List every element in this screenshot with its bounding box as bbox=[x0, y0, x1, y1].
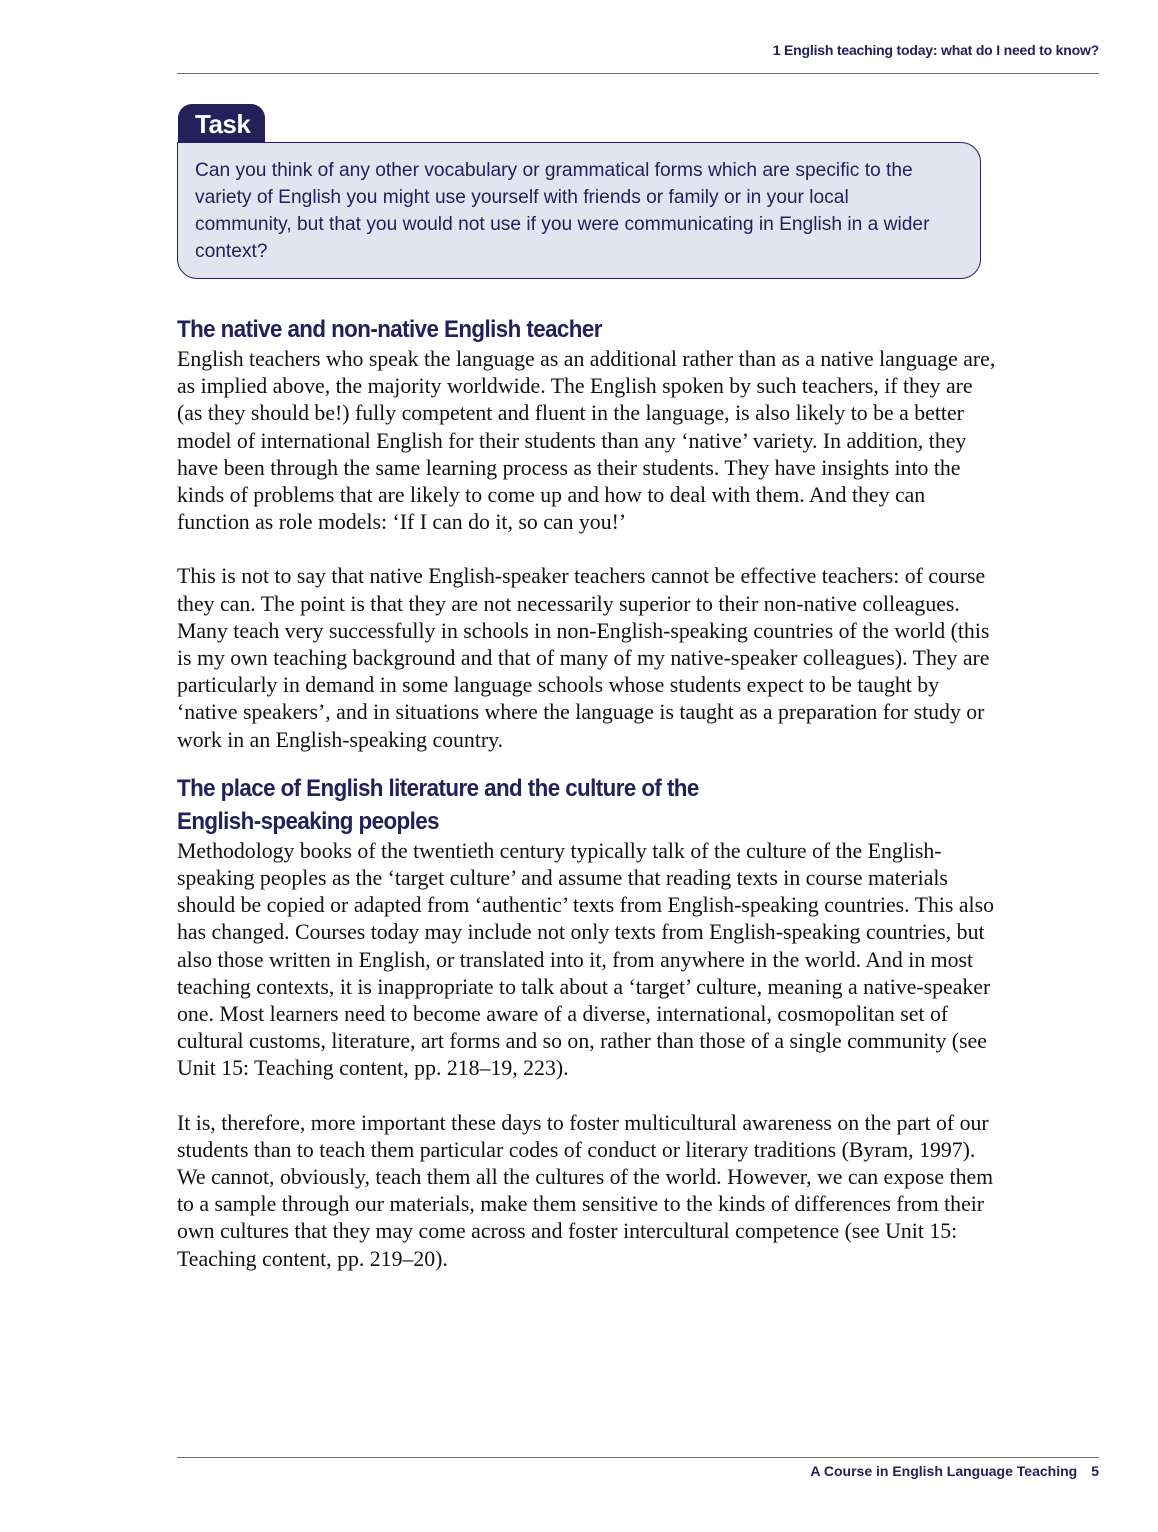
task-box bbox=[177, 142, 981, 279]
task-label: Task bbox=[178, 104, 265, 144]
section-heading: The native and non-native English teacher bbox=[177, 316, 602, 343]
paragraph: This is not to say that native English-speaker teachers cannot be effective teachers: of course they can. The point is that they are not necessarily superior to their non-native colleagues. Many teach very successfully in schools in non-English-speaking countries of the world (this is my own teaching background and that of many of my native-speaker colleagues). They are particularly in demand in some language schools whose students expect to be taught by ‘native speakers’, and in situations where the language is taught as a preparation for study or work in an English-speaking country. bbox=[177, 564, 990, 752]
paragraph: Methodology books of the twentieth century typically talk of the culture of the English-speaking peoples as the ‘target culture’ and assume that reading texts in course materials should be copied or adapted from ‘authentic’ texts from English-speaking countries. This also has changed. Courses today may include not only texts from English-speaking countries, but also those written in English, or translated into it, from anywhere in the world. And in most teaching contexts, it is inappropriate to talk about a ‘target’ culture, meaning a native-speaker one. Most learners need to become aware of a diverse, international, cosmopolitan set of cultural customs, literature, art forms and so on, rather than those of a single community (see Unit 15: Teaching content, pp. 218–19, 223). bbox=[177, 838, 994, 1081]
page-number: 5 bbox=[1091, 1463, 1099, 1479]
paragraph: It is, therefore, more important these days to foster multicultural awareness on the part of our students than to teach them particular codes of conduct or literary traditions (Byram, 1997). We cannot, obviously, teach them all the cultures of the world. However, we can expose them to a sample through our materials, make them sensitive to the kinds of differences from their own cultures that they may come across and foster intercultural competence (see Unit 15: Teaching content, pp. 219–20). bbox=[177, 1110, 994, 1271]
section-heading-line: English-speaking peoples bbox=[177, 807, 439, 835]
section-english-literature bbox=[177, 772, 997, 1273]
section-heading bbox=[177, 772, 940, 838]
footer-rule bbox=[177, 1457, 1099, 1458]
running-head: 1 English teaching today: what do I need to know? bbox=[772, 42, 1099, 58]
paragraph: English teachers who speak the language as an additional rather than as a native language are, as implied above, the majority worldwide. The English spoken by such teachers, if they are (as they should be!) fully competent and fluent in the language, is also likely to be a better model of international English for their students than any ‘native’ variety. In addition, they have been through the same learning process as their students. They have insights into the kinds of problems that are likely to come up and how to deal with them. And they can function as role models: ‘If I can do it, so can you!’ bbox=[177, 347, 996, 535]
footer bbox=[810, 1463, 1099, 1479]
task-text: Can you think of any other vocabulary or grammatical forms which are specific to the variety of English you might use yourself with friends or family or in your local community, but that you would not use if you were communicating in English in a wider context? bbox=[195, 160, 930, 262]
footer-title: A Course in English Language Teaching bbox=[810, 1463, 1078, 1479]
header-rule bbox=[177, 73, 1099, 74]
section-heading-line: The place of English literature and the culture of the bbox=[177, 774, 699, 802]
section-native-teacher bbox=[177, 313, 997, 754]
main-content bbox=[177, 313, 997, 1273]
